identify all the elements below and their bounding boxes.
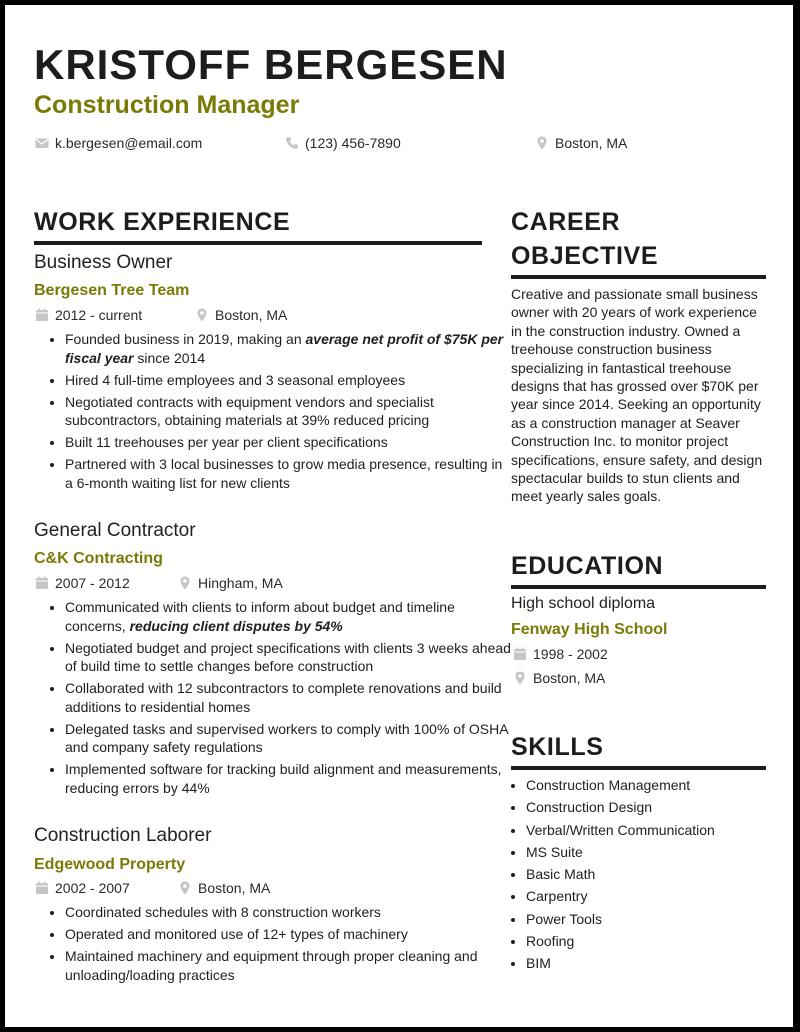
phone-text: (123) 456-7890 xyxy=(305,135,401,151)
education-dates-text: 1998 - 2002 xyxy=(533,646,608,662)
calendar-icon xyxy=(35,308,49,322)
skill-item: • Construction Management xyxy=(526,776,715,798)
degree: High school diploma xyxy=(511,595,656,612)
bullet-item: • Implemented software for tracking build alignment and measurements, reducing errors by 44% xyxy=(65,760,513,797)
bullet-item: • Maintained machinery and equipment through proper cleaning and unloading/loading practices xyxy=(65,947,513,984)
school-name: Fenway High School xyxy=(511,621,668,638)
job-location xyxy=(195,307,287,323)
skills-heading: SKILLS xyxy=(511,730,766,770)
bullet-item: • Partnered with 3 local businesses to grow media presence, resulting in a 6-month waiting list for new clients xyxy=(65,455,513,492)
bullet-item: • Negotiated budget and project specifications with clients 3 weeks ahead of build time to settle changes before construction xyxy=(65,639,513,676)
map-pin-icon xyxy=(178,881,192,895)
envelope-icon xyxy=(35,136,49,150)
calendar-icon xyxy=(35,576,49,590)
job-meta xyxy=(35,880,270,896)
company-name: Edgewood Property xyxy=(34,856,186,873)
contact-email[interactable] xyxy=(35,135,202,151)
job-location xyxy=(178,575,283,591)
bullet-item: • Operated and monitored use of 12+ types of machinery xyxy=(65,925,513,944)
job-location xyxy=(178,880,270,896)
job-title: Business Owner xyxy=(34,252,173,273)
contact-phone[interactable] xyxy=(285,135,401,151)
map-pin-icon xyxy=(535,136,549,150)
skill-item: • Verbal/Written Communication xyxy=(526,821,715,843)
map-pin-icon xyxy=(513,671,527,685)
bullet-item: • Founded business in 2019, making an average net profit of $75K per fiscal year since 2014 xyxy=(65,330,513,367)
calendar-icon xyxy=(35,881,49,895)
map-pin-icon xyxy=(178,576,192,590)
job-dates xyxy=(35,880,178,896)
education-location-text: Boston, MA xyxy=(533,670,606,686)
bullet-item: • Coordinated schedules with 8 construction workers xyxy=(65,903,513,922)
education-heading: EDUCATION xyxy=(511,549,766,589)
job-dates-text: 2007 - 2012 xyxy=(55,575,130,591)
company-name: Bergesen Tree Team xyxy=(34,282,190,299)
job-dates-text: 2002 - 2007 xyxy=(55,880,130,896)
job-title: Construction Laborer xyxy=(34,825,212,846)
skill-item: • Power Tools xyxy=(526,910,715,932)
job-bullets xyxy=(34,330,513,496)
map-pin-icon xyxy=(195,308,209,322)
company-name: C&K Contracting xyxy=(34,550,163,567)
skill-item: • MS Suite xyxy=(526,843,715,865)
bullet-item: • Negotiated contracts with equipment vendors and specialist subcontractors, obtaining materials at 39% reduced pricing xyxy=(65,393,513,430)
job-meta xyxy=(35,575,283,591)
job-dates-text: 2012 - current xyxy=(55,307,143,323)
job-dates xyxy=(35,307,195,323)
skill-item: • Construction Design xyxy=(526,798,715,820)
work-experience-heading: WORK EXPERIENCE xyxy=(34,205,482,245)
bullet-item: • Hired 4 full-time employees and 3 seasonal employees xyxy=(65,371,513,390)
phone-icon xyxy=(285,136,299,150)
email-text: k.bergesen@email.com xyxy=(55,135,203,151)
job-location-text: Boston, MA xyxy=(215,307,288,323)
resume-page xyxy=(5,5,793,1027)
objective-text: Creative and passionate small business owner with 20 years of work experience in the construction industry. Owned a treehouse construction business specializing in fantastical treehouse designs that has grossed over $70K per year since 2014. Seeking an opportunity as a construction manager at Seaver Construction Inc. to monitor project specifications, ensure safety, and design spectacular builds to stun clients and meet yearly sales goals. xyxy=(511,286,763,505)
bullet-item: • Communicated with clients to inform about budget and timeline concerns, reducing client disputes by 54% xyxy=(65,598,513,635)
skill-item: • Roofing xyxy=(526,932,715,954)
job-location-text: Boston, MA xyxy=(198,880,271,896)
job-bullets xyxy=(34,903,513,988)
candidate-name: KRISTOFF BERGESEN xyxy=(34,41,508,88)
career-objective-heading: CAREER OBJECTIVE xyxy=(511,205,766,279)
calendar-icon xyxy=(513,647,527,661)
candidate-title: Construction Manager xyxy=(34,91,300,119)
bullet-item: • Built 11 treehouses per year per client specifications xyxy=(65,433,513,452)
skill-item: • BIM xyxy=(526,954,715,976)
education-location xyxy=(513,670,605,686)
job-title: General Contractor xyxy=(34,520,196,541)
bullet-item: • Collaborated with 12 subcontractors to complete renovations and build additions to residential homes xyxy=(65,679,513,716)
location-text: Boston, MA xyxy=(555,135,628,151)
skills-list xyxy=(495,776,715,977)
job-bullets xyxy=(34,598,513,801)
bullet-item: • Delegated tasks and supervised workers to comply with 100% of OSHA and company safety regulations xyxy=(65,720,513,757)
contact-location xyxy=(535,135,627,151)
job-meta xyxy=(35,307,287,323)
job-location-text: Hingham, MA xyxy=(198,575,283,591)
skill-item: • Carpentry xyxy=(526,887,715,909)
job-dates xyxy=(35,575,178,591)
skill-item: • Basic Math xyxy=(526,865,715,887)
education-dates xyxy=(513,646,608,662)
